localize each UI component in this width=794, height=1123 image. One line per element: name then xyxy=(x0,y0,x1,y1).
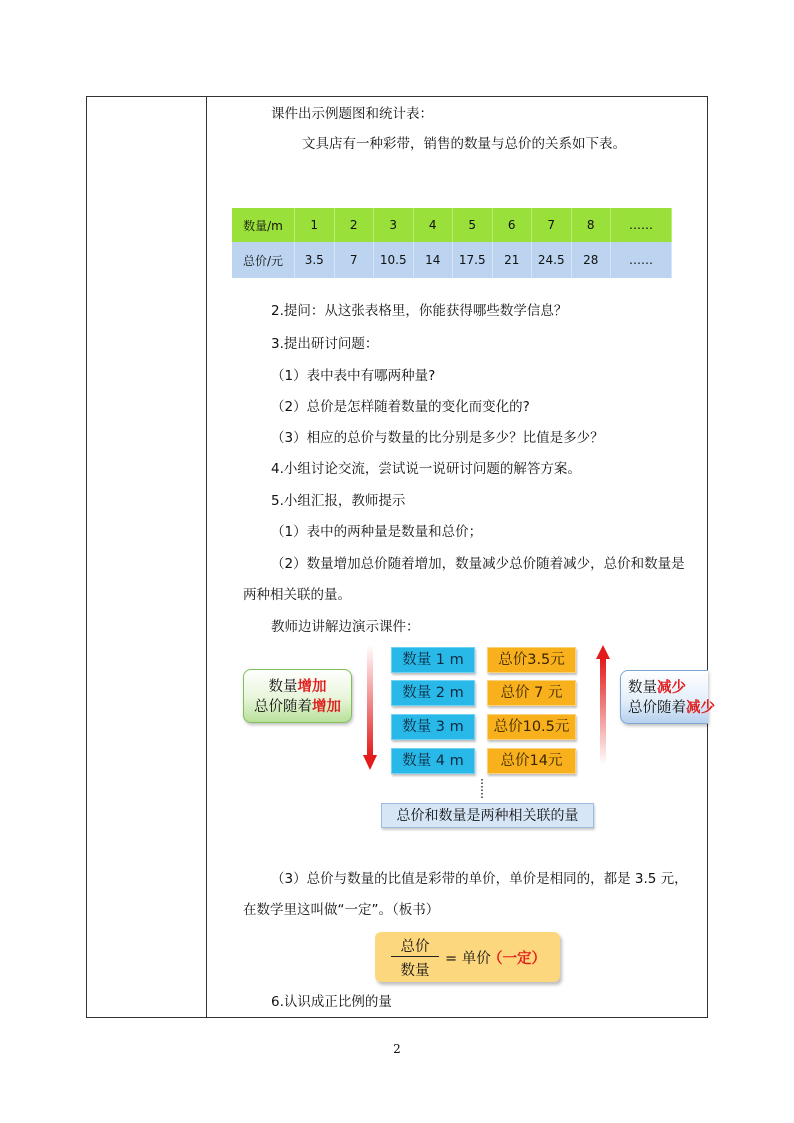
step-5: 5.小组汇报，教师提示 xyxy=(271,493,406,509)
quantity-box: 数量 3 m xyxy=(391,714,475,740)
step-6: 6.认识成正比例的量 xyxy=(271,994,392,1010)
table-cell: 28 xyxy=(571,242,611,278)
price-box: 总价10.5元 xyxy=(487,714,576,740)
answer-2-line-2: 两种相关联的量。 xyxy=(243,587,351,603)
answer-3-line-2: 在数学里这叫做“一定”。（板书） xyxy=(243,902,440,918)
decrease-emphasis: 减少 xyxy=(686,700,715,716)
demo-intro: 教师边讲解边演示课件： xyxy=(271,619,420,635)
quantity-box: 数量 2 m xyxy=(391,680,475,706)
table-cell: 2 xyxy=(334,208,374,242)
table-cell: …… xyxy=(611,242,672,278)
table-cell: 10.5 xyxy=(374,242,414,278)
table-cell: 3 xyxy=(374,208,414,242)
formula-denominator: 数量 xyxy=(400,963,430,979)
table-cell: 7 xyxy=(334,242,374,278)
formula-constant-tag: （一定） xyxy=(488,951,546,967)
answer-3-line-1: （3）总价与数量的比值是彩带的单价，单价是相同的，都是 3.5 元， xyxy=(271,871,688,887)
price-box: 总价14元 xyxy=(487,748,576,774)
intro-line-1: 课件出示例题图和统计表： xyxy=(271,106,433,122)
table-cell: 14 xyxy=(413,242,453,278)
data-table xyxy=(232,208,672,278)
table-cell: 4 xyxy=(413,208,453,242)
continuation-dots xyxy=(478,778,486,802)
up-arrow-icon xyxy=(593,643,613,768)
formula-numerator: 总价 xyxy=(400,939,430,955)
question-1: （1）表中表中有哪两种量? xyxy=(271,368,436,384)
page-number: 2 xyxy=(393,1042,401,1056)
decrease-text: 总价随着 xyxy=(628,700,686,716)
column-divider xyxy=(206,96,207,1018)
fraction-bar xyxy=(391,956,439,957)
table-header-quantity: 数量/m xyxy=(232,208,295,242)
table-cell: 21 xyxy=(492,242,532,278)
step-4: 4.小组讨论交流，尝试说一说研讨问题的解答方案。 xyxy=(271,461,581,477)
formula-equals-unit-price: = 单价 xyxy=(445,951,491,967)
step-2: 2.提问：从这张表格里，你能获得哪些数学信息？ xyxy=(271,303,568,319)
down-arrow-icon xyxy=(360,643,380,773)
intro-line-2: 文具店有一种彩带，销售的数量与总价的关系如下表。 xyxy=(302,136,626,152)
conclusion-box: 总价和数量是两种相关联的量 xyxy=(381,803,594,828)
table-cell: 17.5 xyxy=(453,242,493,278)
increase-text: 总价随着 xyxy=(254,699,312,715)
quantity-box: 数量 1 m xyxy=(391,647,475,673)
table-header-price: 总价/元 xyxy=(232,242,295,278)
answer-1: （1）表中的两种量是数量和总价； xyxy=(271,524,483,540)
step-3: 3.提出研讨问题： xyxy=(271,336,379,352)
increase-callout xyxy=(243,669,352,723)
table-row-quantity xyxy=(232,208,672,242)
table-row-price xyxy=(232,242,672,278)
decrease-emphasis: 减少 xyxy=(657,680,686,696)
table-cell: 24.5 xyxy=(532,242,572,278)
formula-box xyxy=(375,932,560,982)
question-3: （3）相应的总价与数量的比分别是多少？比值是多少？ xyxy=(271,430,604,446)
table-cell: 8 xyxy=(571,208,611,242)
decrease-text: 数量 xyxy=(628,680,657,696)
increase-text: 数量 xyxy=(268,679,298,695)
question-2: （2）总价是怎样随着数量的变化而变化的? xyxy=(271,399,530,415)
table-cell: 7 xyxy=(532,208,572,242)
quantity-box: 数量 4 m xyxy=(391,748,475,774)
price-box: 总价3.5元 xyxy=(487,647,576,673)
table-cell: 5 xyxy=(453,208,493,242)
decrease-callout xyxy=(620,670,715,724)
table-cell: 3.5 xyxy=(295,242,335,278)
price-box: 总价 7 元 xyxy=(487,680,576,706)
answer-2-line-1: （2）数量增加总价随着增加，数量减少总价随着减少，总价和数量是 xyxy=(271,556,685,572)
table-cell: 1 xyxy=(295,208,335,242)
table-cell: …… xyxy=(611,208,672,242)
table-cell: 6 xyxy=(492,208,532,242)
increase-emphasis: 增加 xyxy=(297,679,327,695)
increase-emphasis: 增加 xyxy=(312,699,341,715)
